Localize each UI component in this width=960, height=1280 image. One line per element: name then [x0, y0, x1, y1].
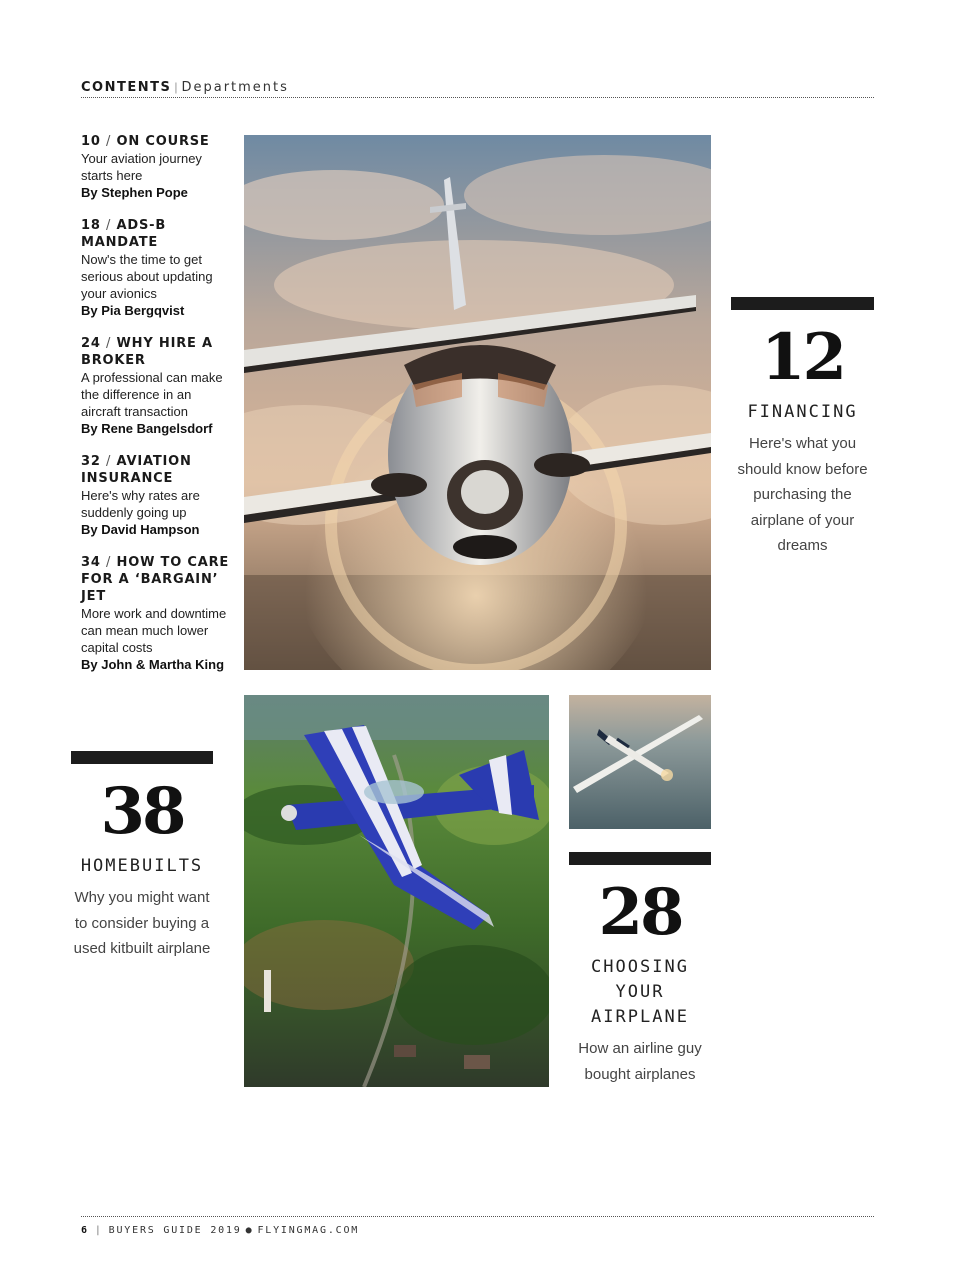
feature-title: CHOOSING YOUR AIRPLANE — [591, 957, 689, 1027]
toc-page-number: 10 — [81, 134, 101, 149]
toc-page-number: 32 — [81, 454, 101, 469]
header-separator: | — [174, 80, 178, 94]
toc-description: Your aviation journey starts here — [81, 151, 202, 183]
feature-page-number: 12 — [760, 320, 845, 395]
toc-heading — [81, 453, 231, 487]
toc-heading — [81, 554, 231, 605]
toc-slash: / — [106, 555, 112, 570]
toc-slash: / — [106, 454, 112, 469]
toc-item-on-course[interactable] — [81, 133, 231, 201]
toc-description: Now's the time to get serious about updating your avionics — [81, 252, 213, 301]
bullet-icon: ● — [245, 1225, 254, 1236]
page-footer — [81, 1216, 874, 1236]
toc-byline: By John & Martha King — [81, 657, 225, 672]
toc-page-number: 34 — [81, 555, 101, 570]
departments-list — [81, 133, 231, 689]
toc-slash: / — [106, 336, 112, 351]
toc-item-bargain-jet[interactable] — [81, 554, 231, 673]
feature-choosing-airplane[interactable] — [569, 852, 711, 1087]
toc-byline: By Stephen Pope — [81, 185, 188, 200]
toc-title: ADS-B MANDATE — [81, 218, 167, 250]
piston-plane-photo — [569, 695, 711, 829]
feature-financing[interactable] — [731, 297, 874, 559]
toc-heading — [81, 335, 231, 369]
feature-page-number: 38 — [100, 774, 184, 849]
feature-description: Why you might want to consider buying a used kitbuilt airplane — [73, 889, 211, 957]
feature-bar — [731, 297, 874, 310]
toc-title: WHY HIRE A BROKER — [81, 336, 213, 368]
toc-title: ON COURSE — [116, 134, 210, 149]
feature-homebuilts[interactable] — [71, 751, 213, 962]
section-label: Departments — [181, 80, 289, 95]
toc-title: AVIATION INSURANCE — [81, 454, 192, 486]
toc-title: HOW TO CARE FOR A ‘BARGAIN’ JET — [81, 555, 230, 604]
toc-description: A professional can make the difference in an aircraft transaction — [81, 370, 223, 419]
toc-byline: By Pia Bergqvist — [81, 303, 185, 318]
page-number: 6 — [81, 1225, 89, 1236]
feature-bar — [569, 852, 711, 865]
feature-title: HOMEBUILTS — [80, 856, 204, 876]
website-link[interactable]: FLYINGMAG.COM — [257, 1225, 360, 1236]
toc-item-aviation-insurance[interactable] — [81, 453, 231, 538]
footer-separator: | — [94, 1225, 103, 1236]
feature-title: FINANCING — [747, 402, 858, 422]
feature-bar — [71, 751, 213, 764]
feature-description: Here's what you should know before purchasing the airplane of your dreams — [737, 435, 868, 554]
toc-slash: / — [106, 218, 112, 233]
toc-byline: By David Hampson — [81, 522, 200, 537]
toc-slash: / — [106, 134, 112, 149]
feature-page-number: 28 — [598, 875, 682, 950]
toc-item-why-hire-a-broker[interactable] — [81, 335, 231, 437]
toc-byline: By Rene Bangelsdorf — [81, 421, 213, 436]
kitplane-photo — [244, 695, 549, 1087]
toc-page-number: 24 — [81, 336, 101, 351]
toc-heading — [81, 217, 231, 251]
toc-description: More work and downtime can mean much lower capital costs — [81, 606, 227, 655]
toc-item-ads-b-mandate[interactable] — [81, 217, 231, 319]
toc-page-number: 18 — [81, 218, 101, 233]
feature-description: How an airline guy bought airplanes — [578, 1040, 702, 1083]
toc-heading — [81, 133, 231, 150]
turboprop-photo — [244, 135, 711, 670]
toc-description: Here's why rates are suddenly going up — [81, 488, 200, 520]
publication-name: BUYERS GUIDE 2019 — [108, 1225, 242, 1236]
contents-header — [81, 78, 874, 98]
contents-label: CONTENTS — [81, 80, 172, 95]
